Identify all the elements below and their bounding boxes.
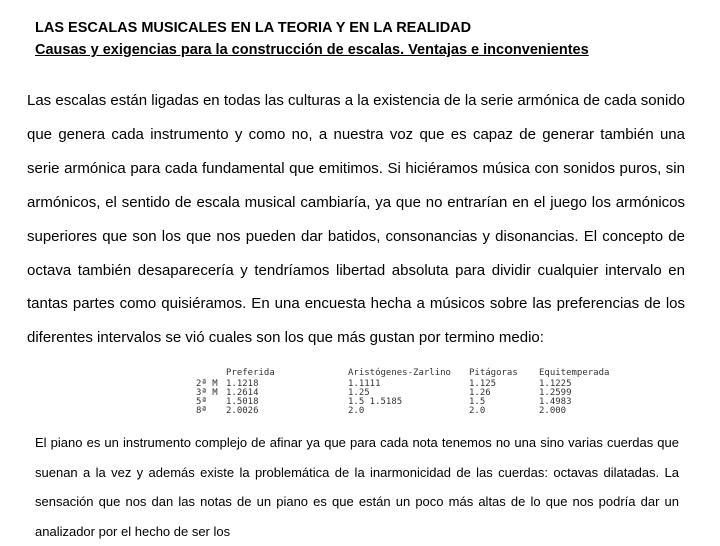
- table-cell: 1.25: [348, 388, 370, 398]
- table-cell: 1.4983: [539, 397, 572, 407]
- table-cell: 8ª: [196, 406, 207, 416]
- table-cell: 2.0026: [226, 406, 259, 416]
- table-cell: 1.1111: [348, 379, 381, 389]
- table-cell: 2.0: [469, 406, 486, 416]
- table-cell: 2ª M: [196, 379, 218, 389]
- intervals-table: [196, 366, 636, 416]
- paragraph-piano: El piano es un instrumento complejo de afinar ya que para cada nota tenemos no una sino varias cuerdas que suenan a la vez y además existe la problemática de la inarmonicidad de las cuerdas: octavas dilatadas. La sensación que nos dan las notas de un piano es que están un poco más altas de lo que nos podría dar un analizador por el hecho de ser los: [35, 435, 679, 539]
- table-cell: 1.2614: [226, 388, 259, 398]
- table-cell: 3ª M: [196, 388, 218, 398]
- table-header-row: [196, 366, 619, 380]
- table-cell: 2.0: [348, 406, 365, 416]
- paragraph-scales: Las escalas están ligadas en todas las culturas a la existencia de la serie armónica de cada sonido que genera cada instrumento y como no, a nuestra voz que es capaz de generar también una serie armónica para cada fundamental que emitimos. Si hiciéramos música con sonidos puros, sin armónicos, el sentido de escala musical cambiaría, ya que no entrarían en el juego los armónicos superiores que son los que nos pueden dar batidos, consonancias y disonancias. El concepto de octava también desaparecería y tendríamos libertad absoluta para dividir cualquier intervalo en tantas partes como quisiéramos. En una encuesta hecha a músicos sobre las preferencias de los diferentes intervalos se vió cuales son los que más gustan por termino medio:: [27, 92, 685, 347]
- table-header-cell: Preferida: [226, 368, 275, 378]
- page-subtitle: Causas y exigencias para la construcción de escalas. Ventajas e inconvenientes: [35, 42, 589, 58]
- table-cell: 1.5018: [226, 397, 259, 407]
- table-row: [196, 407, 619, 416]
- table-cell: 5ª: [196, 397, 207, 407]
- table-cell: 2.000: [539, 406, 567, 416]
- table-cell: 1.5 1.5185: [348, 397, 403, 407]
- page-title: LAS ESCALAS MUSICALES EN LA TEORIA Y EN LA REALIDAD: [35, 20, 472, 36]
- table-header-cell: Pitágoras: [469, 368, 518, 378]
- table-header-cell: Equitemperada: [539, 368, 610, 378]
- table-cell: 1.5: [469, 397, 486, 407]
- table-header-cell: [196, 366, 226, 380]
- table-cell: 1.1225: [539, 379, 572, 389]
- table-cell: 1.1218: [226, 379, 259, 389]
- table-cell: 1.26: [469, 388, 491, 398]
- table-cell: 1.2599: [539, 388, 572, 398]
- table-cell: 1.125: [469, 379, 497, 389]
- table-header-cell: Aristógenes-Zarlino: [348, 368, 451, 378]
